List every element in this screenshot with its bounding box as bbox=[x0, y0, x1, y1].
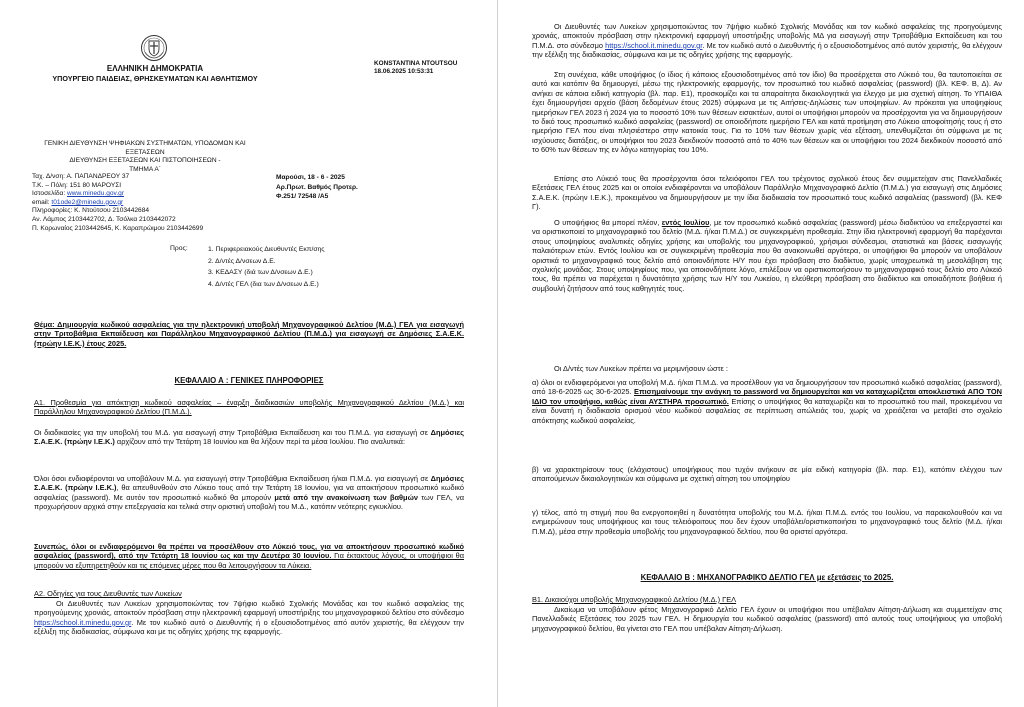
email-line: email: t01ode2@minedu.gov.gr bbox=[32, 198, 124, 206]
paragraph: Συνεπώς, όλοι οι ενδιαφερόμενοι θα πρέπει να προσέλθουν στο Λύκειό τους, για να αποκτήσουν προσωπικό κωδικό ασφαλείας (password), από την Τετάρτη 18 Ιουνίου ως και την Δευτέρα 30 Ιουνίου. Για έκτακτους λόγους, οι υποψήφιοι θα μπορούν να εξυπηρετηθούν και τις επόμενες μέρες που θα λειτουργήσουν τα Λύκεια. bbox=[34, 542, 464, 570]
protocol-label: Αρ.Πρωτ. Βαθμός Προτερ. bbox=[276, 183, 358, 191]
ministry-title: ΥΠΟΥΡΓΕΙΟ ΠΑΙΔΕΙΑΣ, ΘΡΗΣΚΕΥΜΑΤΩΝ ΚΑΙ ΑΘΛΗΤΙΣΜΟΥ bbox=[52, 74, 258, 83]
list-item-b: β) να χαρακτηρίσουν τους (ελάχιστους) υποψήφιους που τυχόν ανήκουν σε μία ειδική κατηγορία (βλ. παρ. Ε1), κατόπιν ελέγχου των απαιτούμενων δικαιολογητικών και σύμφωνα με σχετική αίτηση του υποψηφίου bbox=[532, 465, 1002, 484]
recipient-item: 4. Δ/ντές ΓΕΛ (δια των Δ/νσεων Δ.Ε.) bbox=[208, 280, 319, 288]
recipient-item: 2. Δ/ντές Δ/νσεων Δ.Ε. bbox=[208, 257, 276, 265]
signer-date: 18.06.2025 10:53:31 bbox=[374, 68, 434, 75]
website-link[interactable]: www.minedu.gov.gr bbox=[67, 190, 125, 198]
section-a2-heading: Α2. Οδηγίες για τους Διευθυντές των Λυκείων bbox=[34, 589, 182, 598]
protocol-number: Φ.251/ 72548 /Α5 bbox=[276, 193, 329, 201]
chapter-a-heading: ΚΕΦΑΛΑΙΟ Α : ΓΕΝΙΚΕΣ ΠΛΗΡΟΦΟΡΙΕΣ bbox=[174, 376, 324, 385]
list-item-c: γ) τέλος, από τη στιγμή που θα ενεργοποιηθεί η δυνατότητα υποβολής του Μ.Δ. ή/και Π.Μ.Δ. εντός του Ιουλίου, να παρακολουθούν και να ενημερώνουν τους υποψήφιους και τους τελειόφοιτους που δεν έχουν υποβάλει/οριστικοποιήσει το μηχανογραφικό τους δελτίο (Μ.Δ. ή/και Π.Μ.Δ), μέσα στην προθεσμία υποβολής του μηχανογραφικού δελτίου, που θα οριστεί αργότερα. bbox=[532, 508, 1002, 536]
chapter-b-heading: ΚΕΦΑΛΑΙΟ Β : ΜΗΧΑΝΟΓΡΑΦΙΚΌ ΔΕΛΤΙΟ ΓΕΛ με εξετάσεις το 2025. bbox=[640, 573, 894, 582]
greek-coat-of-arms-icon bbox=[140, 34, 168, 62]
paragraph: Οι διαδικασίες για την υποβολή του Μ.Δ. για εισαγωγή στην Τριτοβάθμια Εκπαίδευση και του Π.Μ.Δ. για εισαγωγή σε Δημόσιες Σ.Α.Ε.Κ. (πρώην Ι.Ε.Κ.) αρχίζουν από την Τετάρτη 18 Ιουνίου και θα λήξουν περί τα μέσα Ιουλίου. Πιο αναλυτικά: bbox=[34, 428, 464, 447]
phone-line: Αν. Λάμπος 2103442702, Δ. Τσόλκα 2103442072 bbox=[32, 215, 176, 223]
paragraph: Δικαίωμα να υποβάλουν φέτος Μηχανογραφικό Δελτίο ΓΕΛ έχουν οι υποψήφιοι που υπέβαλαν Αίτηση-Δήλωση και συμμετείχαν στις Πανελλαδικές Εξετάσεις του 2025 των ΓΕΛ. Η δημιουργία του κωδικού ασφαλείας (password) από αυτούς τους υποψήφιους για υποβολή μηχανογραφικού δελτίου, θα γίνεται στο ΓΕΛ που υπέβαλαν Αίτηση-Δήλωση. bbox=[532, 605, 1002, 633]
phone-line: Π. Κορωναίος 2103442645, Κ. Καραπρώιμου 2103442699 bbox=[32, 224, 204, 232]
info-line: Πληροφορίες: Κ. Ντούτσου 2103442684 bbox=[32, 207, 150, 215]
recipient-item: 3. ΚΕΔΑΣΥ (διά των Δ/νσεων Δ.Ε.) bbox=[208, 269, 313, 277]
digital-signature bbox=[374, 60, 494, 76]
section-b1-heading: Β1. Δικαιούχοι υποβολής Μηχανογραφικού Δελτίου (Μ.Δ.) ΓΕΛ bbox=[532, 595, 737, 604]
paragraph: Όλοι όσοι ενδιαφέρονται να υποβάλουν Μ.Δ. για εισαγωγή στην Τριτοβάθμια Εκπαίδευση ή/και Π.Μ.Δ. για εισαγωγή σε Δημόσιες Σ.Α.Ε.Κ. (πρώην Ι.Ε.Κ.), θα απευθυνθούν στο Λύκειο τους από την Τετάρτη 18 Ιουνίου, για να αποκτήσουν προσωπικό κωδικό ασφαλείας (password). Με αυτόν τον προσωπικό κωδικό θα μπορούν μετά από την ανακοίνωση των βαθμών των ΓΕΛ, να προχωρήσουν αρχικά στην επεξεργασία και τελικά στην οριστική υποβολή του Μ.Δ., κατόπιν νεότερης εγκυκλίου. bbox=[34, 474, 465, 512]
contact-block bbox=[32, 173, 272, 233]
page-divider bbox=[497, 0, 498, 707]
paragraph: Οι Διευθυντές των Λυκείων χρησιμοποιώντας τον 7ψήφιο κωδικό Σχολικής Μονάδας και τον κωδικό ασφαλείας της προηγούμενης χρονιάς, αποκτούν πρόσβαση στην ηλεκτρονική εφαρμογή υποστήριξης υποβολής ΜΔ για εισαγωγή στην Τριτοβάθμια Εκπαίδευση και του Π.Μ.Δ. στο σύνδεσμο https://school.it.minedu.gov.gr. Με τον κωδικό αυτό ο Διευθυντής ή ο εξουσιοδοτημένος από αυτόν χειριστής, θα ελέγχουν την εξέλιξη της διαδικασίας, σύμφωνα και με τις οδηγίες χρήσης της εφαρμογής. bbox=[532, 22, 1002, 60]
postal-line: Τ.Κ. – Πόλη: 151 80 ΜΑΡΟΥΣΙ bbox=[32, 181, 122, 189]
school-portal-link[interactable]: https://school.it.minedu.gov.gr bbox=[34, 617, 132, 627]
paragraph: Οι Δ/ντές των Λυκείων πρέπει να μεριμνήσουν ώστε : bbox=[554, 364, 728, 373]
recipients-label: Προς: bbox=[170, 245, 188, 252]
school-portal-link[interactable]: https://school.it.minedu.gov.gr bbox=[605, 40, 703, 50]
list-item-a: α) όλοι οι ενδιαφερόμενοι για υποβολή Μ.Δ. ή/και Π.Μ.Δ. να προσέλθουν για να δημιουργήσουν τον προσωπικό κωδικό ασφαλείας (password), από 18-6-2025 ως 30-6-2025. Επισημαίνουμε την ανάγκη το password να δημιουργείται και να καταχωρίζεται αποκλειστικά ΑΠΟ ΤΟΝ ΙΔΙΟ τον υποψήφιο, καθώς είναι ΑΥΣΤΗΡΑ προσωπικό. Επίσης ο υποψήφιος θα καταχωρίζει και το προσωπικό του mail, προκειμένου να είναι δυνατή η διαδικασία ορισμού νέου κωδικού ασφαλείας σε περίπτωση απώλειάς του, χωρίς να χρειάζεται να μεταβεί στο σχολείο απόκτησης κωδικού ασφαλείας. bbox=[532, 378, 1002, 425]
recipient-item: 1. Περιφερειακούς Διευθυντές Εκπ/σης bbox=[208, 246, 325, 253]
republic-title: ΕΛΛΗΝΙΚΗ ΔΗΜΟΚΡΑΤΙΑ bbox=[106, 64, 204, 73]
paragraph: Επίσης στο Λύκειό τους θα προσέρχονται όσοι τελειόφοιτοι ΓΕΛ του τρέχοντος σχολικού έτους δεν συμμετείχαν στις Πανελλαδικές Εξετάσεις ΓΕΛ έτους 2025 και οι οποίοι ενδιαφέρονται να υποβάλουν Παράλληλο Μηχανογραφικό Δελτίο (Π.Μ.Δ.) για εισαγωγή στις Δημόσιες Σ.Α.Ε.Κ. (πρώην Ι.Ε.Κ.), προκειμένου να δημιουργήσουν με την ίδια διαδικασία τον προσωπικό τους κωδικό ασφαλείας (password) (βλ. ΚΕΦ Γ). bbox=[532, 174, 1002, 212]
document-page-right bbox=[500, 0, 1024, 707]
directorate-block bbox=[20, 140, 270, 174]
directorate-line: ΔΙΕΥΘΥΝΣΗ ΕΞΕΤΑΣΕΩΝ ΚΑΙ ΠΙΣΤΟΠΟΙΗΣΕΩΝ - bbox=[69, 157, 221, 165]
address-line: Ταχ. Δ/νση: Α. ΠΑΠΑΝΔΡΕΟΥ 37 bbox=[32, 173, 130, 180]
document-page-left bbox=[0, 0, 496, 707]
section-a1-heading: Α1. Προθεσμία για απόκτηση κωδικού ασφαλείας – έναρξη διαδικασιών υποβολής Μηχανογραφικού Δελτίου (Μ.Δ.) και Παράλληλου Μηχανογραφικού Δελτίου (Π.Μ.Δ.). bbox=[34, 398, 464, 417]
subject: Θέμα: Δημιουργία κωδικού ασφαλείας για την ηλεκτρονική υποβολή Μηχανογραφικού Δελτίου (Μ.Δ.) ΓΕΛ για εισαγωγή στην Τριτοβάθμια Εκπαίδευση και Παράλληλου Μηχανογραφικού Δελτίου (Π.Μ.Δ.) για εισαγωγή σε Δημόσιες Σ.Α.Ε.Κ. (πρώην Ι.Ε.Κ.) έτους 2025. bbox=[34, 320, 464, 348]
email-link[interactable]: t01ode2@minedu.gov.gr bbox=[51, 198, 124, 206]
document-date: Μαρούσι, 18 - 6 - 2025 bbox=[276, 174, 345, 181]
directorate-line: ΤΜΗΜΑ Α΄ bbox=[129, 165, 161, 173]
directorate-line: ΓΕΝΙΚΗ ΔΙΕΥΘΥΝΣΗ ΨΗΦΙΑΚΩΝ ΣΥΣΤΗΜΑΤΩΝ, ΥΠΟΔΟΜΩΝ ΚΑΙ bbox=[44, 140, 246, 147]
signer-name: KONSTANTINA NTOUTSOU bbox=[374, 60, 458, 67]
paragraph: Ο υποψήφιος θα μπορεί πλέον, εντός Ιουλίου, με τον προσωπικό κωδικό ασφαλείας (password) μέσω διαδικτύου να επεξεργαστεί και να οριστικοποιεί το μηχανογραφικό του δελτίο (Μ.Δ. ή/και Π.Μ.Δ.) σε συγκεκριμένη προθεσμία. Στην ίδια ηλεκτρονική εφαρμογή θα παρέχονται στους υποψηφίους αναλυτικές οδηγίες χρήσης και υποβολής του μηχανογραφικού, χρήσιμοι σύνδεσμοι, στατιστικά και βάσεις εισαγωγής παλαιότερων ετών. Εντός Ιουλίου και σε συγκεκριμένη προθεσμία που θα ανακοινωθεί αργότερα, οι υποψήφιοι θα μπορούν να υποβάλουν οριστικά το μηχανογραφικό τους δελτίο από οποιονδήποτε Η/Υ που έχει πρόσβαση στο διαδίκτυο, χωρίς υποχρεωτικά τη μεσολάβηση της σχολικής μονάδας. Στους υποψηφίους που, για οποιονδήποτε λόγο, επιλέξουν να οριστικοποιήσουν το μηχανογραφικό τους δελτίο στο Λύκειό τους, θα πρέπει να παρέχεται η δυνατότητα χρήσης των Η/Υ του Λυκείου, η ελεύθερη πρόσβαση στο διαδίκτυο και οποιαδήποτε βοήθεια ή συμβουλή ζητήσουν από τους καθηγητές τους. bbox=[532, 218, 1002, 293]
website-line: Ιστοσελίδα: www.minedu.gov.gr bbox=[32, 190, 125, 198]
paragraph: Οι Διευθυντές των Λυκείων χρησιμοποιώντας τον 7ψήφιο κωδικό Σχολικής Μονάδας και τον κωδικό ασφαλείας της προηγούμενης χρονιάς, αποκτούν πρόσβαση στην ηλεκτρονική εφαρμογή υποστήριξης του μηχανογραφικού δελτίου στο σύνδεσμο https://school.it.minedu.gov.gr. Με τον κωδικό αυτό ο Διευθυντής ή ο εξουσιοδοτημένος από αυτόν χειριστής, θα ελέγχουν την εξέλιξη της διαδικασίας, σύμφωνα και με τις οδηγίες χρήσης της εφαρμογής. bbox=[34, 599, 464, 637]
directorate-line: ΕΞΕΤΑΣΕΩΝ bbox=[125, 148, 165, 156]
reference-block bbox=[276, 173, 426, 202]
recipients-list bbox=[208, 244, 408, 290]
paragraph: Στη συνέχεια, κάθε υποψήφιος (ο ίδιος ή κάποιος εξουσιοδοτημένος από τον ίδιο) θα προσέρχεται στο Λύκειό του, θα ταυτοποιείται σε αυτό και κατόπιν θα δημιουργεί, μέσω της ηλεκτρονικής εφαρμογής, τον προσωπικό του κωδικό ασφαλείας (password) (βλ. ΚΕΦ. Β, Δ). Αν ανήκει σε κάποια ειδική κατηγορία (βλ. παρ. Ε1), προσκομίζει και τα απαραίτητα δικαιολογητικά για έλεγχο με μια σχετική αίτηση. Το ΥΠΑΙΘΑ έχει δημιουργήσει αρχείο (βάση δεδομένων έτους 2025) σύμφωνα με τις Αιτήσεις-Δηλώσεις των υποψηφίων. Αν πρόκειται για υποψηφίους ημερήσιων ΓΕΛ 2023 ή 2024 για το ποσοστό 10% των θέσεων εισακτέων, αυτοί οι υποψήφιοι μπορούν να προσέρχονται για να δημιουργήσουν το δικό τους προσωπικό κωδικό ασφαλείας (password) σε οποιοδήποτε ημερήσιο ΓΕΛ και κατά προτίμηση στο Λύκειο αποφοίτησής τους ή στο ημερήσιο ΓΕΛ που είναι πλησιέστερο στην κατοικία τους. Για το 10% των θέσεων χωρίς νέα εξέταση, υπενθυμίζεται ότι σύμφωνα με τις ισχύουσες διατάξεις, οι υποψήφιοι του 2023 διεκδικούν ποσοστό από το 40% των θέσεων και οι υποψήφιοι του 2024 διεκδικούν ποσοστό από το 60% των θέσεων της εν λόγω κατηγορίας του 10%. bbox=[532, 70, 1002, 155]
